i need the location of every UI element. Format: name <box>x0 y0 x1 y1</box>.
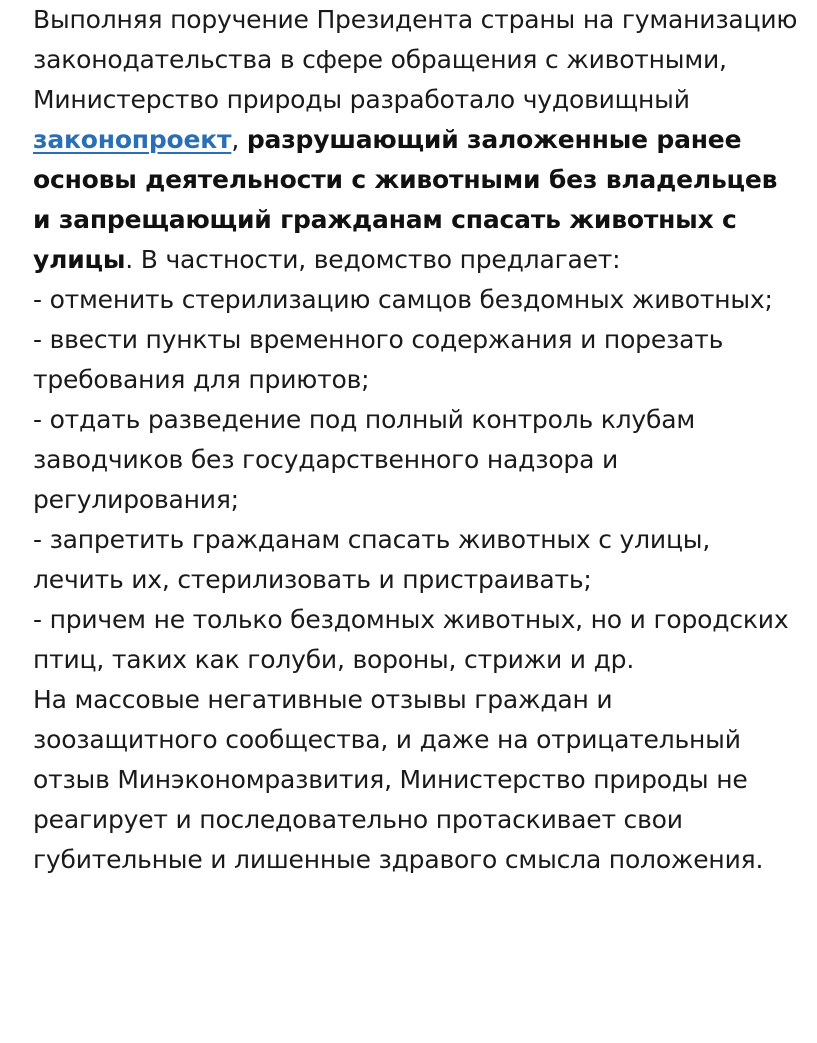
intro-paragraph <box>33 0 799 280</box>
list-item: - ввести пункты временного содержания и порезать требования для приютов; <box>33 325 724 394</box>
bold-statement: разрушающий заложенные ранее основы деятельности с животными без владельцев и запрещающий гражданам спасать животных с улицы <box>33 125 778 274</box>
list-item: - причем не только бездомных животных, но и городских птиц, таких как голуби, вороны, стрижи и др. <box>33 605 789 674</box>
intro-text: Выполняя поручение Президента страны на гуманизацию законодательства в сфере обращения с животными, Министерство природы разработало чудовищный <box>33 5 798 114</box>
list-item: - запретить гражданам спасать животных с улицы, лечить их, стерилизовать и пристраивать; <box>33 525 711 594</box>
closing-paragraph: На массовые негативные отзывы граждан и зоозащитного сообщества, и даже на отрицательный отзыв Минэкономразвития, Министерство природы не реагирует и последовательно протаскивает свои губительные и лишенные здравого смысла положения. <box>33 685 764 874</box>
bill-link[interactable]: законопроект <box>33 125 232 154</box>
list-item: - отдать разведение под полный контроль клубам заводчиков без государственного надзора и регулирования; <box>33 405 696 514</box>
list-item: - отменить стерилизацию самцов бездомных животных; <box>33 285 773 314</box>
intro-separator: , <box>231 125 247 154</box>
intro-continuation: . В частности, ведомство предлагает: <box>125 245 621 274</box>
